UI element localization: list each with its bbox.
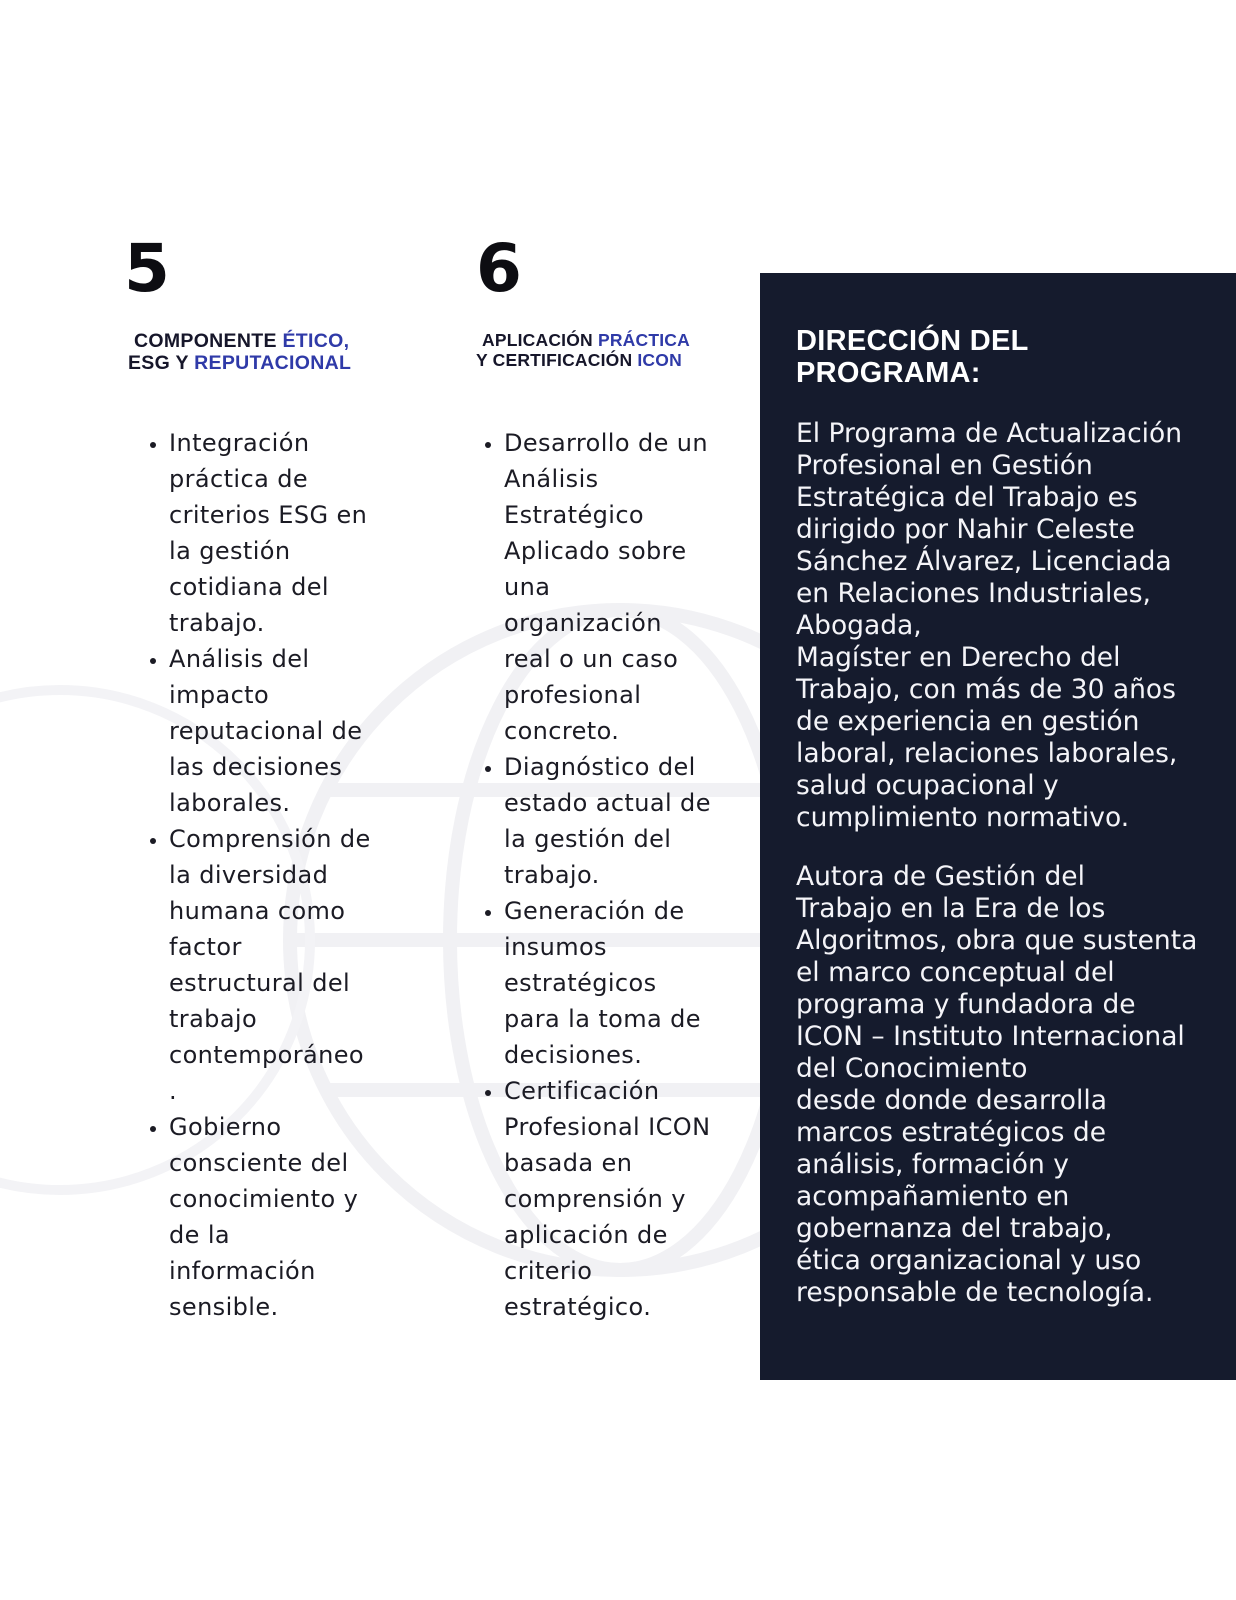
program-direction-panel (760, 273, 1236, 1380)
section-5-heading-line2: ESG Y (128, 352, 195, 374)
list-item: • Generación de insumos estratégicos para la toma de decisiones. (504, 893, 716, 1073)
list-item: • Desarrollo de un Análisis Estratégico Aplicado sobre una organización real o un caso profesional concreto. (504, 425, 716, 749)
list-item: • Comprensión de la diversidad humana como factor estructural del trabajo contemporáneo . (169, 821, 379, 1109)
section-6-number: 6 (476, 230, 520, 307)
section-6-bullet-list (476, 425, 716, 1325)
program-direction-title (796, 325, 1029, 389)
program-direction-title-line1: DIRECCIÓN DEL (796, 325, 1029, 357)
section-5-heading-line1: COMPONENTE (134, 330, 283, 352)
list-item: • Certificación Profesional ICON basada en comprensión y aplicación de criterio estratégico. (504, 1073, 716, 1325)
program-direction-title-line2: PROGRAMA: (796, 357, 981, 389)
section-6-heading-line2-accent: ICON (637, 350, 682, 370)
section-5-heading-line2-accent: REPUTACIONAL (194, 352, 352, 374)
section-5-bullet-list (141, 425, 379, 1325)
section-5-heading (128, 330, 351, 374)
section-5-number: 5 (124, 230, 168, 307)
section-6-heading-line1: APLICACIÓN (482, 330, 598, 350)
section-6-heading (476, 330, 690, 370)
section-5-heading-line1-accent: ÉTICO, (282, 330, 350, 352)
list-item: • Gobierno consciente del conocimiento y de la información sensible. (169, 1109, 379, 1325)
section-6-heading-line2: Y CERTIFICACIÓN (476, 350, 638, 370)
program-director-bio: El Programa de Actualización Profesional en Gestión Estratégica del Trabajo es dirigido por Nahir Celeste Sánchez Álvarez, Licenciada en Relaciones Industriales, Abogada, Magíster en Derecho del Trabajo, con más de 30 años de experiencia en gestión laboral, relaciones laborales, salud ocupacional y cumplimiento normativo. (796, 418, 1183, 833)
list-item: • Análisis del impacto reputacional de las decisiones laborales. (169, 641, 379, 821)
program-director-works: Autora de Gestión del Trabajo en la Era de los Algoritmos, obra que sustenta el marco conceptual del programa y fundadora de ICON – Instituto Internacional del Conocimiento desde donde desarrolla marcos estratégicos de análisis, formación y acompañamiento en gobernanza del trabajo, ética organizacional y uso responsable de tecnología. (796, 861, 1198, 1308)
list-item: • Integración práctica de criterios ESG en la gestión cotidiana del trabajo. (169, 425, 379, 641)
section-6-heading-line1-accent: PRÁCTICA (597, 330, 690, 350)
list-item: • Diagnóstico del estado actual de la gestión del trabajo. (504, 749, 716, 893)
